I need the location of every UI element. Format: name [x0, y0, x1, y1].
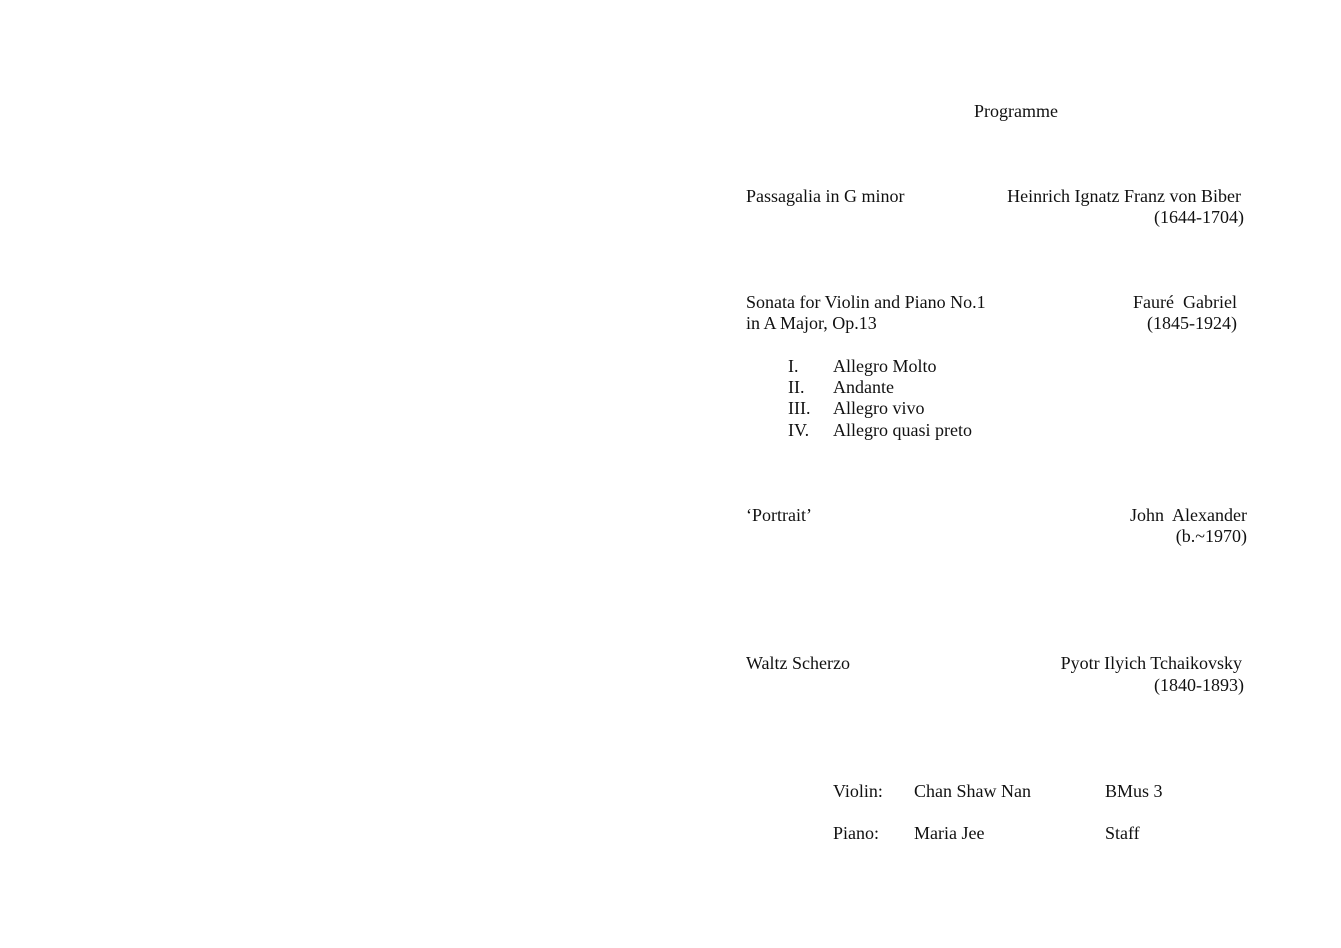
movement-numeral: I.: [788, 356, 799, 376]
movement-name: Allegro Molto: [833, 356, 937, 376]
movement-numeral: II.: [788, 377, 805, 397]
performer-note: BMus 3: [1105, 781, 1163, 801]
performer-name: Chan Shaw Nan: [914, 781, 1031, 801]
composer-dates: (b.~1970): [1175, 526, 1247, 546]
piece-title: in A Major, Op.13: [746, 313, 877, 333]
composer-name: Fauré Gabriel: [1133, 292, 1237, 312]
performer-role: Violin:: [833, 781, 883, 801]
movement-name: Allegro vivo: [833, 398, 925, 418]
composer-name: Pyotr Ilyich Tchaikovsky: [1060, 653, 1242, 673]
composer-name: Heinrich Ignatz Franz von Biber: [1007, 186, 1241, 206]
piece-title: Sonata for Violin and Piano No.1: [746, 292, 986, 312]
movement-name: Andante: [833, 377, 894, 397]
composer-name: John Alexander: [1130, 505, 1247, 525]
performer-role: Piano:: [833, 823, 880, 843]
composer-dates: (1644-1704): [1154, 207, 1244, 227]
movement-name: Allegro quasi preto: [833, 420, 972, 440]
movement-numeral: III.: [788, 398, 811, 418]
composer-dates: (1840-1893): [1154, 675, 1244, 695]
programme-title: Programme: [974, 101, 1058, 121]
composer-dates: (1845-1924): [1147, 313, 1237, 333]
performer-note: Staff: [1105, 823, 1140, 843]
piece-title: Waltz Scherzo: [746, 653, 851, 673]
piece-title: ‘Portrait’: [746, 505, 812, 525]
performer-name: Maria Jee: [914, 823, 985, 843]
movement-numeral: IV.: [788, 420, 810, 440]
piece-title: Passagalia in G minor: [746, 186, 905, 206]
